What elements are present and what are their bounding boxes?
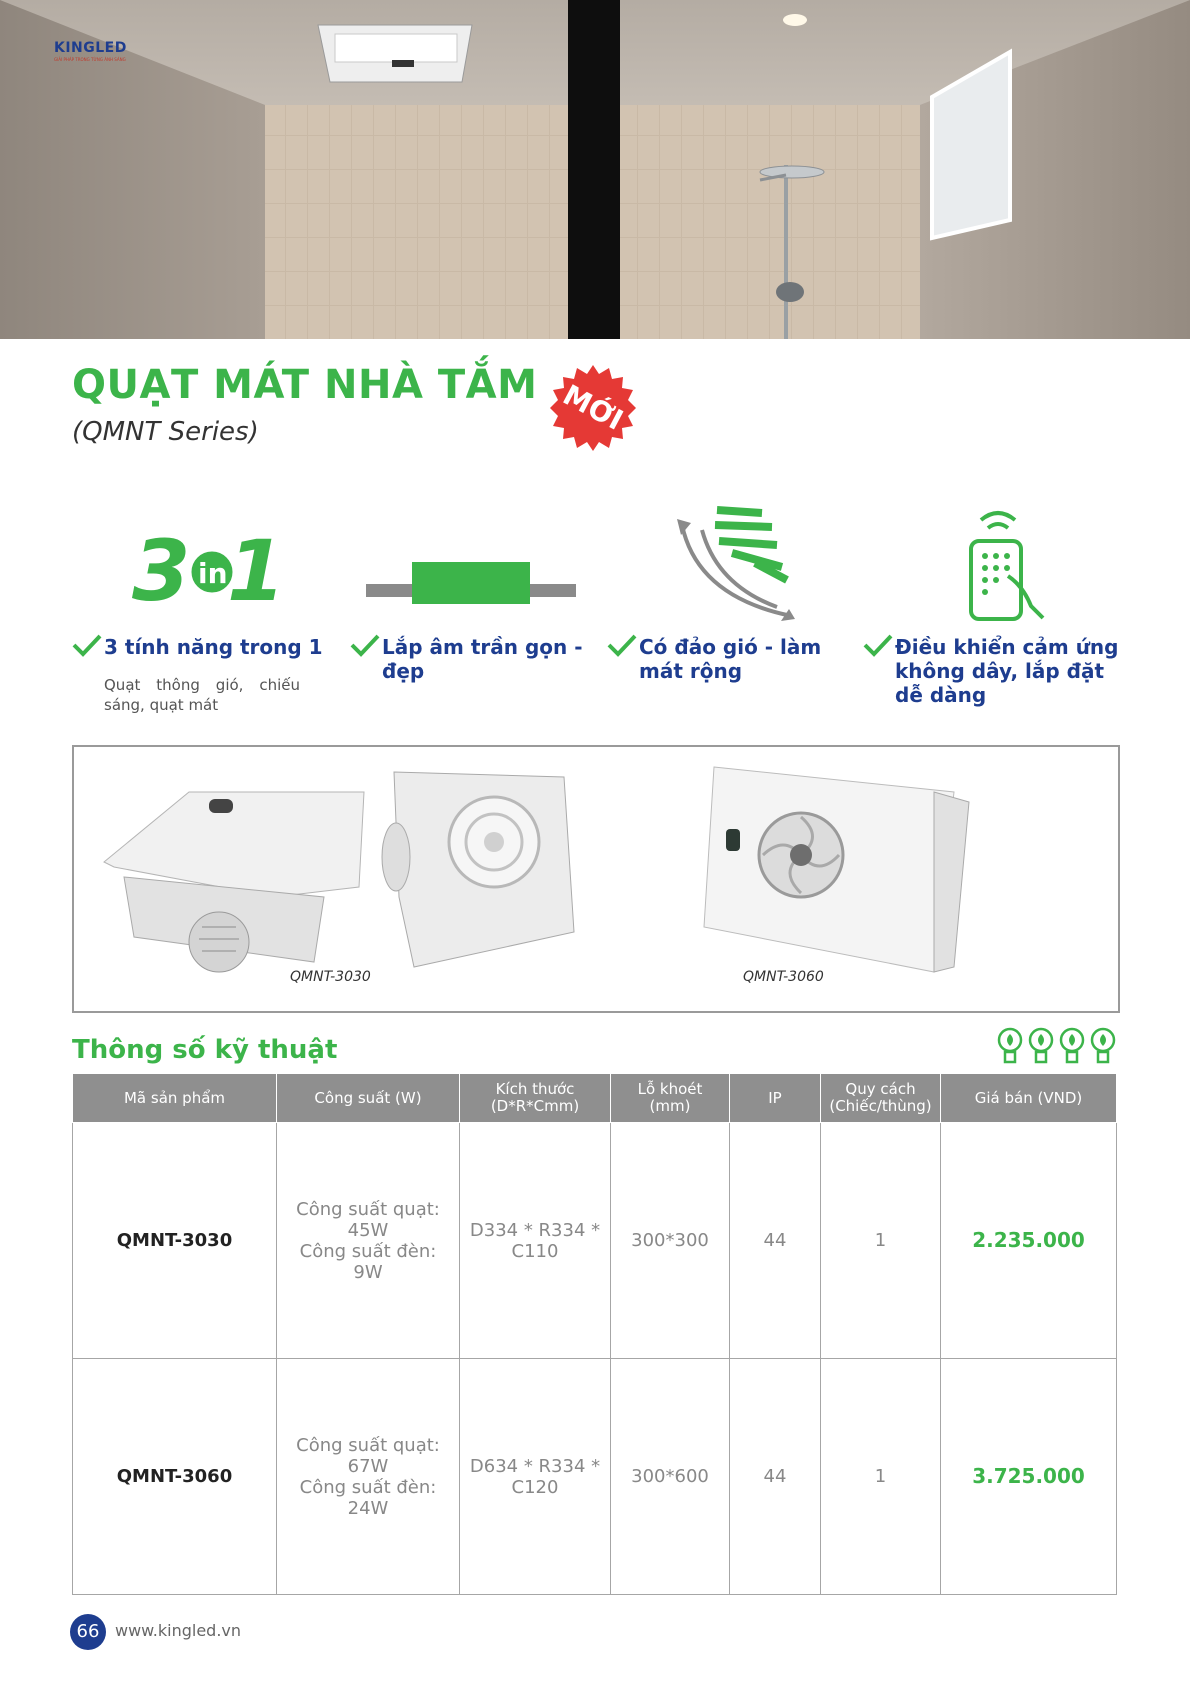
cell-pack: 1 — [821, 1123, 941, 1359]
3in1-icon-in: in — [198, 557, 228, 590]
header-code: Mã sản phẩm — [73, 1074, 277, 1123]
header-size: Kích thước (D*R*Cmm) — [460, 1074, 611, 1123]
energy-saving-bulb-icons — [996, 1026, 1118, 1066]
cell-code: QMNT-3030 — [73, 1123, 277, 1359]
website-link[interactable]: www.kingled.vn — [115, 1621, 242, 1640]
logo-tagline: GIẢI PHÁP TRONG TỪNG ÁNH SÁNG — [54, 57, 126, 62]
qmnt-3030-back-image — [382, 772, 574, 967]
spec-header-row — [73, 1074, 1117, 1123]
page-subtitle: (QMNT Series) — [72, 417, 259, 447]
product-photos — [74, 747, 1118, 1011]
table-row — [73, 1359, 1117, 1595]
cell-power: Công suất quạt: 67W Công suất đèn: 24W — [277, 1359, 460, 1595]
product-caption-qmnt-3060: QMNT-3060 — [743, 969, 824, 985]
cell-size: D634 * R334 * C120 — [460, 1359, 611, 1595]
remote-control-icon — [963, 505, 1053, 625]
3in1-icon-three: 3 — [132, 522, 191, 620]
header-ip: IP — [730, 1074, 821, 1123]
checkmark-icon — [350, 634, 380, 658]
cell-power: Công suất quạt: 45W Công suất đèn: 9W — [277, 1123, 460, 1359]
header-cutout: Lỗ khoét (mm) — [611, 1074, 730, 1123]
kingled-logo — [54, 40, 127, 62]
feature-title: Có đảo gió - làm mát rộng — [639, 635, 822, 683]
checkmark-icon — [863, 634, 893, 658]
cell-ip: 44 — [730, 1123, 821, 1359]
3in1-icon — [132, 505, 286, 625]
page-title: QUẠT MÁT NHÀ TẮM — [72, 362, 538, 408]
header-pack: Quy cách (Chiếc/thùng) — [821, 1074, 941, 1123]
cell-cutout: 300*300 — [611, 1123, 730, 1359]
header-power: Công suất (W) — [277, 1074, 460, 1123]
spec-table — [72, 1073, 1117, 1595]
new-badge-text: MỚI — [557, 378, 629, 437]
new-badge — [550, 365, 636, 451]
qmnt-3030-front-image — [104, 792, 364, 972]
cell-price: 3.725.000 — [941, 1359, 1117, 1595]
checkmark-icon — [607, 634, 637, 658]
qmnt-3060-image — [704, 767, 969, 972]
product-images-panel — [72, 745, 1120, 1013]
cell-size: D334 * R334 * C110 — [460, 1123, 611, 1359]
3in1-icon-one: 1 — [227, 522, 286, 620]
cell-code: QMNT-3060 — [73, 1359, 277, 1595]
feature-title: 3 tính năng trong 1 — [104, 635, 323, 659]
product-caption-qmnt-3030: QMNT-3030 — [290, 969, 371, 985]
checkmark-icon — [72, 634, 102, 658]
recessed-ceiling-icon — [366, 505, 576, 625]
cell-pack: 1 — [821, 1359, 941, 1595]
cell-ip: 44 — [730, 1359, 821, 1595]
feature-title: Lắp âm trần gọn - đẹp — [382, 635, 583, 683]
feature-desc: Quạt thông gió, chiếu sáng, quạt mát — [104, 676, 300, 714]
page-number: 66 — [70, 1614, 106, 1650]
cell-price: 2.235.000 — [941, 1123, 1117, 1359]
header-price: Giá bán (VND) — [941, 1074, 1117, 1123]
oscillating-airflow-icon — [677, 505, 807, 625]
bathroom-illustration — [0, 0, 1190, 339]
spec-section-title: Thông số kỹ thuật — [72, 1035, 338, 1065]
table-row — [73, 1123, 1117, 1359]
hero-bathroom-photo — [0, 0, 1190, 339]
cell-cutout: 300*600 — [611, 1359, 730, 1595]
logo-text: KINGLED — [54, 40, 127, 56]
feature-title: Điều khiển cảm ứng không dây, lắp đặt dễ dàng — [895, 635, 1119, 707]
